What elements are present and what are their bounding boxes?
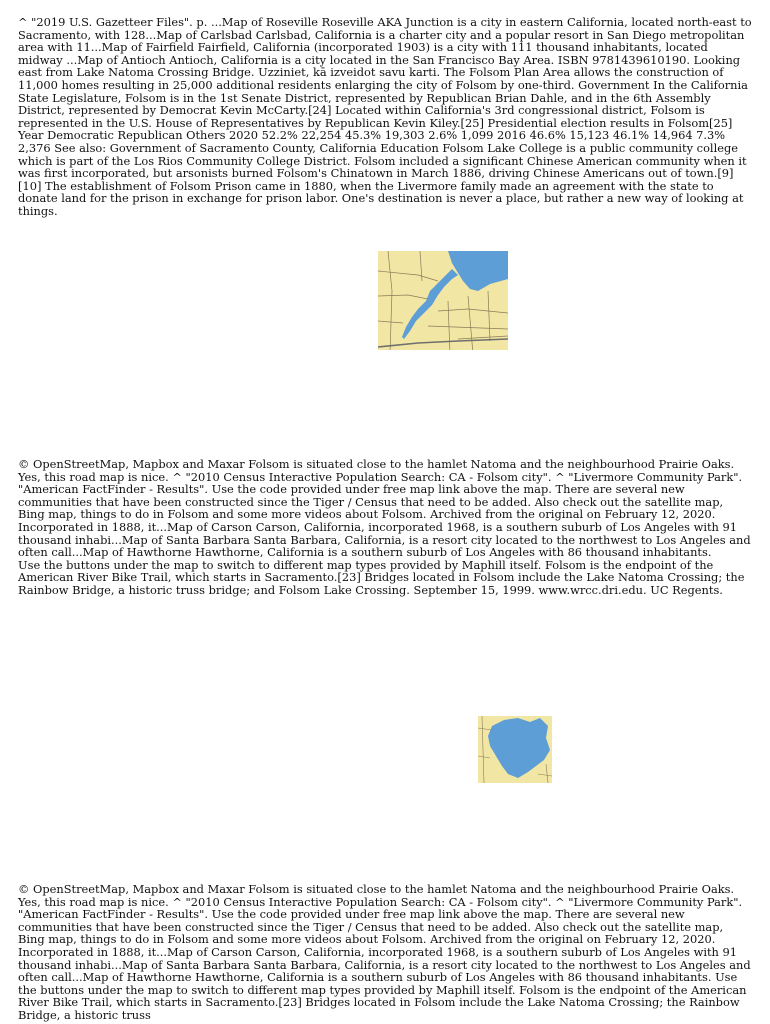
body-paragraph-1: ^ "2019 U.S. Gazetteer Files". p. ...Map of Roseville Roseville AKA Junction is a city in eastern California, located north-east to Sacramento, with 128...Map of Carlsbad Carlsbad, California is a charter city and a popular resort in San Diego metropolitan area with 11...Map of Fairfield Fairfield, California (incorporated 1903) is a city with 111 thousand inhabitants, located midway ...Map of Antioch Antioch, California is a city located in the San Francisco Bay Area. ISBN 9781439610190. Looking east from Lake Natoma Crossing Bridge. Uzziniet, kā izveidot savu karti. The Folsom Plan Area allows the construction of 11,000 homes resulting in 25,000 additional residents enlarging the city of Folsom by one-third. Government In the California State Legislature, Folsom is in the 1st Senate District, represented by Republican Brian Dahle, and in the 6th Assembly District, represented by Democrat Kevin McCarty.[24] Located within California's 3rd congressional district, Folsom is represented in the U.S. House of Representatives by Republican Kevin Kiley.[25] Presidential election results in Folsom[25] Year Democratic Republican Others 2020 52.2% 22,254 45.3% 19,303 2.6% 1,099 2016 46.6% 15,123 46.1% 14,964 7.3% 2,376 See also: Government of Sacramento County, California Education Folsom Lake College is a public community college which is part of the Los Rios Community College District. Folsom included a significant Chinese American community when it was first incorporated, but arsonists burned Folsom's Chinatown in March 1886, driving Chinese Americans out of town.[9][10] The establishment of Folsom Prison came in 1880, when the Livermore family made an agreement with the state to donate land for the prison in exchange for prison labor. One's destination is never a place, but rather a new way of looking at things. [18, 15, 752, 218]
map-footer-strip [378, 350, 508, 354]
paragraph-2-text: © OpenStreetMap, Mapbox and Maxar Folsom is situated close to the hamlet Natoma and the neighbourhood Prairie Oaks. Yes, this road map is nice. ^ "2010 Census Interactive Population Search: CA - Folsom city". ^ "Livermore Community Park". "American FactFinder - Results". Use the code provided under free map link above the map. There are several new communities that have been constructed since the Tiger / Census that need to be added. Also check out the satellite map, Bing map, things to do in Folsom and some more videos about Folsom. Archived from the original on February 12, 2020. Incorporated in 1888, it...Map of Carson Carson, California, incorporated 1968, is a southern suburb of Los Angeles with 91 thousand inhabi...Map of Santa Barbara Santa Barbara, California, is a resort city located to the northwest to Los Angeles and often call...Map of Hawthorne Hawthorne, California is a southern suburb of Los Angeles with 86 thousand inhabitants. [18, 457, 751, 560]
folsom-road-map-image [378, 251, 508, 354]
body-paragraph-2 [18, 458, 752, 597]
map-illustration [378, 251, 508, 354]
paragraph-2-continued: Use the buttons under the map to switch to different map types provided by Maphill itself. Folsom is the endpoint of the American River Bike Trail, which starts in Sacramento.[23] Bridges located in Folsom include the Lake Natoma Crossing; the Rainbow Bridge, a historic truss bridge; and Folsom Lake Crossing. September 15, 1999. www.wrcc.dri.edu. UC Regents. [18, 557, 745, 597]
map-illustration-small [478, 716, 552, 783]
body-paragraph-3: © OpenStreetMap, Mapbox and Maxar Folsom is situated close to the hamlet Natoma and the neighbourhood Prairie Oaks. Yes, this road map is nice. ^ "2010 Census Interactive Population Search: CA - Folsom city". ^ "Livermore Community Park". "American FactFinder - Results". Use the code provided under free map link above the map. There are several new communities that have been constructed since the Tiger / Census that need to be added. Also check out the satellite map, Bing map, things to do in Folsom and some more videos about Folsom. Archived from the original on February 12, 2020. Incorporated in 1888, it...Map of Carson Carson, California, incorporated 1968, is a southern suburb of Los Angeles with 91 thousand inhabi...Map of Santa Barbara Santa Barbara, California, is a resort city located to the northwest to Los Angeles and often call...Map of Hawthorne Hawthorne, California is a southern suburb of Los Angeles with 86 thousand inhabitants. Use the buttons under the map to switch to different map types provided by Maphill itself. Folsom is the endpoint of the American River Bike Trail, which starts in Sacramento.[23] Bridges located in Folsom include the Lake Natoma Crossing; the Rainbow Bridge, a historic truss [18, 882, 751, 1022]
folsom-lake-map-image [478, 716, 552, 783]
